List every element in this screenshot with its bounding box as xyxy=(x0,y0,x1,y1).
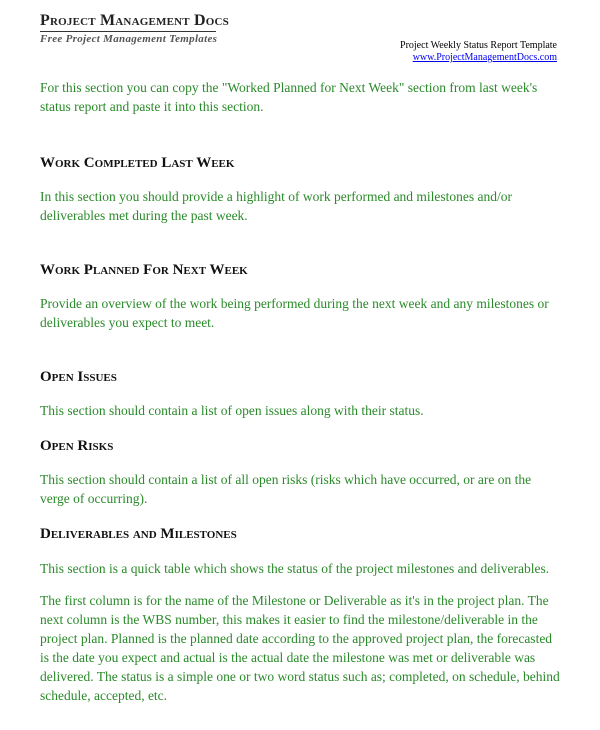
paragraph-deliverables-intro: This section is a quick table which shows the status of the project milestones and deliverables. xyxy=(40,561,550,576)
heading-open-issues: Open Issues xyxy=(40,369,117,385)
heading-deliverables-milestones: Deliverables and Milestones xyxy=(40,526,237,542)
paragraph-open-risks: This section should contain a list of all open risks (risks which have occurred, or are on the verge of occurring). xyxy=(40,472,532,506)
paragraph-work-completed: In this section you should provide a highlight of work performed and milestones and/or deliverables met during the past week. xyxy=(40,189,513,223)
logo-divider xyxy=(40,31,216,32)
document-url-link[interactable]: www.ProjectManagementDocs.com xyxy=(412,52,557,63)
intro-paragraph: For this section you can copy the "Worked Planned for Next Week" section from last week's status report and paste it into this section. xyxy=(40,80,538,114)
heading-open-risks: Open Risks xyxy=(40,438,114,454)
logo-subtitle: Free Project Management Templates xyxy=(40,33,218,45)
document-body xyxy=(40,78,560,705)
logo xyxy=(40,12,229,45)
heading-work-completed: Work Completed Last Week xyxy=(40,155,235,171)
document-meta xyxy=(400,40,557,64)
paragraph-work-planned: Provide an overview of the work being performed during the next week and any milestones or deliverables you expect to meet. xyxy=(40,296,549,330)
paragraph-deliverables-detail: The first column is for the name of the Milestone or Deliverable as it's in the project plan. The next column is the WBS number, this makes it easier to find the milestone/deliverable in the project plan. Planned is the planned date according to the approved project plan, the forecasted is the date you expect and actual is the actual date the milestone was met or deliverable was delivered. The status is a simple one or two word status such as; completed, on schedule, behind schedule, accepted, etc. xyxy=(40,593,560,703)
logo-title: Project Management Docs xyxy=(40,12,229,29)
paragraph-open-issues: This section should contain a list of open issues along with their status. xyxy=(40,403,424,418)
document-title: Project Weekly Status Report Template xyxy=(400,40,557,51)
heading-work-planned: Work Planned For Next Week xyxy=(40,262,248,278)
